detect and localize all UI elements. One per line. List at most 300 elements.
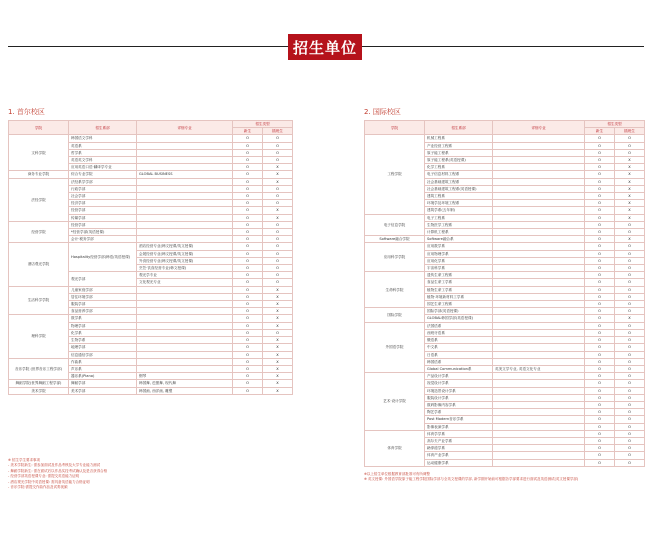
cell-major	[137, 236, 233, 243]
cell-transfer: O	[615, 272, 645, 279]
table-row	[365, 243, 645, 250]
cell-dept: 数码影像内容学系	[425, 401, 493, 408]
cell-major	[493, 265, 585, 272]
cell-bachelor: O	[233, 387, 263, 394]
cell-bachelor: O	[233, 243, 263, 250]
cell-dept: 经营学部	[69, 221, 137, 228]
cell-transfer: O	[615, 293, 645, 300]
cell-transfer: O	[263, 135, 293, 142]
cell-major: 韩国画, 西洋画, 雕塑	[137, 387, 233, 394]
cell-college: 生命科学院	[365, 272, 425, 308]
cell-major	[493, 358, 585, 365]
cell-dept: 环境造景设计学系	[425, 387, 493, 394]
table-row	[365, 308, 645, 315]
cell-bachelor: O	[585, 437, 615, 444]
table-row	[9, 380, 293, 387]
cell-transfer: O	[263, 257, 293, 264]
cell-dept: 环境学及环境工程系	[425, 200, 493, 207]
cell-transfer: X	[263, 351, 293, 358]
cell-dept: 应用物理学系	[425, 250, 493, 257]
cell-major	[493, 373, 585, 380]
cell-bachelor: O	[233, 337, 263, 344]
cell-dept: 原子能工程系	[425, 149, 493, 156]
cell-dept: 综合专业学院	[69, 171, 137, 178]
cell-bachelor: O	[585, 401, 615, 408]
cell-dept: 产业经营工程系	[425, 142, 493, 149]
col-header-transfer: 插班生	[615, 128, 645, 135]
cell-dept: 生物学系	[69, 337, 137, 344]
cell-bachelor: O	[585, 387, 615, 394]
cell-major	[493, 221, 585, 228]
cell-bachelor: O	[585, 135, 615, 142]
cell-bachelor: O	[585, 380, 615, 387]
cell-transfer: O	[263, 279, 293, 286]
cell-transfer: O	[615, 221, 645, 228]
cell-transfer: X	[263, 293, 293, 300]
cell-major	[137, 157, 233, 164]
table-row	[365, 214, 645, 221]
cell-transfer: X	[615, 200, 645, 207]
cell-bachelor: O	[233, 207, 263, 214]
cell-dept: 俄语系	[425, 337, 493, 344]
cell-major	[493, 315, 585, 322]
cell-transfer: X	[615, 185, 645, 192]
cell-transfer: O	[615, 401, 645, 408]
cell-transfer: O	[615, 430, 645, 437]
cell-bachelor: O	[585, 365, 615, 372]
note-line: - 舞蹈学院新生: 需在面试后以作品实技考试确认及是否获得合格	[8, 468, 108, 473]
cell-transfer: X	[263, 308, 293, 315]
cell-transfer: X	[615, 214, 645, 221]
cell-dept: Post Modern音乐学系	[425, 416, 493, 423]
cell-college: 舞蹈学院(世界舞蹈工程学部)	[9, 380, 69, 387]
cell-dept: 应用英语口语·翻译学专业	[69, 164, 137, 171]
cell-transfer: X	[615, 157, 645, 164]
cell-transfer: O	[263, 243, 293, 250]
cell-bachelor: O	[585, 308, 615, 315]
table-row	[9, 135, 293, 142]
cell-dept: 陶艺学系	[425, 409, 493, 416]
cell-major	[137, 337, 233, 344]
col-header-bachelor: 新生	[585, 128, 615, 135]
cell-dept: 法国语系	[425, 322, 493, 329]
cell-bachelor: O	[585, 250, 615, 257]
cell-transfer: O	[615, 308, 645, 315]
cell-bachelor: O	[585, 171, 615, 178]
cell-major	[493, 279, 585, 286]
cell-major	[493, 149, 585, 156]
cell-transfer: X	[263, 365, 293, 372]
cell-bachelor: O	[585, 409, 615, 416]
cell-bachelor: O	[585, 459, 615, 466]
cell-bachelor: O	[585, 185, 615, 192]
cell-bachelor: O	[233, 265, 263, 272]
col-header-major: 详细专业	[493, 121, 585, 135]
cell-bachelor: O	[585, 344, 615, 351]
cell-transfer: X	[263, 214, 293, 221]
cell-bachelor: O	[585, 279, 615, 286]
cell-major	[493, 423, 585, 430]
note-line: ※以上招生单位根据教育部批准可有所调整	[364, 472, 430, 476]
cell-major	[493, 142, 585, 149]
cell-bachelor: O	[585, 257, 615, 264]
cell-major	[137, 200, 233, 207]
cell-dept: 电子工程系	[425, 214, 493, 221]
cell-dept: 电子信息材料工程系	[425, 171, 493, 178]
cell-bachelor: O	[233, 221, 263, 228]
cell-transfer: O	[615, 337, 645, 344]
note-line: - 经营学部英语授课专业: 需提交英语能力证明	[8, 474, 80, 479]
cell-bachelor: O	[585, 423, 615, 430]
cell-transfer: O	[615, 257, 645, 264]
cell-major	[137, 135, 233, 142]
cell-transfer: X	[263, 315, 293, 322]
cell-major	[137, 351, 233, 358]
cell-transfer: X	[263, 358, 293, 365]
cell-major	[493, 171, 585, 178]
cell-transfer: O	[615, 423, 645, 430]
cell-bachelor: O	[585, 445, 615, 452]
cell-bachelor: O	[233, 315, 263, 322]
cell-major	[493, 445, 585, 452]
cell-major	[493, 214, 585, 221]
cell-bachelor: O	[233, 380, 263, 387]
cell-bachelor: O	[585, 265, 615, 272]
cell-bachelor: O	[233, 358, 263, 365]
cell-dept: 化学系	[69, 329, 137, 336]
cell-dept: 传媒学部	[69, 214, 137, 221]
cell-dept: 观光学部	[69, 272, 137, 286]
cell-major	[137, 221, 233, 228]
cell-major	[137, 178, 233, 185]
cell-major: 烹饪·饮食经营专业(韩文授课)	[137, 265, 233, 272]
cell-major	[493, 200, 585, 207]
cell-bachelor: O	[585, 416, 615, 423]
cell-dept: 行政学部	[69, 185, 137, 192]
cell-major	[137, 329, 233, 336]
cell-bachelor: O	[585, 200, 615, 207]
cell-bachelor: O	[233, 171, 263, 178]
table-row	[9, 315, 293, 322]
cell-dept: 食品生命工学系	[425, 279, 493, 286]
col-header-college: 学院	[9, 121, 69, 135]
cell-bachelor: O	[585, 452, 615, 459]
cell-dept: 原子能工程系(英语授课)	[425, 157, 493, 164]
cell-transfer: X	[615, 178, 645, 185]
cell-major	[493, 257, 585, 264]
cell-major	[137, 344, 233, 351]
cell-bachelor: O	[233, 185, 263, 192]
cell-transfer: O	[615, 373, 645, 380]
cell-transfer: X	[263, 171, 293, 178]
cell-bachelor: O	[233, 344, 263, 351]
cell-bachelor: O	[585, 322, 615, 329]
cell-major: 外食经营专业(韩文授课/英文授课)	[137, 257, 233, 264]
cell-transfer: O	[263, 221, 293, 228]
cell-dept: 体育产业学系	[425, 452, 493, 459]
cell-dept: 国际学部(英语授课)	[425, 308, 493, 315]
cell-dept: 美术学部	[69, 387, 137, 394]
cell-bachelor: O	[585, 373, 615, 380]
cell-transfer: X	[263, 387, 293, 394]
table-row	[365, 272, 645, 279]
cell-dept: 机械工程系	[425, 135, 493, 142]
cell-major	[493, 135, 585, 142]
cell-transfer: O	[615, 265, 645, 272]
cell-transfer: O	[615, 459, 645, 466]
cell-major	[137, 185, 233, 192]
cell-dept: Global Communication系	[425, 365, 493, 372]
cell-major	[493, 452, 585, 459]
cell-transfer: X	[263, 178, 293, 185]
cell-dept: 英语英文学科	[69, 157, 137, 164]
cell-bachelor: O	[585, 178, 615, 185]
cell-major	[493, 394, 585, 401]
cell-college: 法经学院	[9, 178, 69, 221]
cell-dept: 体育学学系	[425, 430, 493, 437]
cell-transfer: O	[615, 329, 645, 336]
cell-transfer: X	[615, 236, 645, 243]
col-header-major: 详细专业	[137, 121, 233, 135]
cell-major	[137, 142, 233, 149]
cell-bachelor: O	[233, 149, 263, 156]
cell-bachelor: O	[585, 394, 615, 401]
cell-transfer: O	[263, 149, 293, 156]
cell-transfer: O	[615, 149, 645, 156]
cell-dept: 遗传生命工程系	[425, 272, 493, 279]
cell-dept: 物理学部	[69, 322, 137, 329]
cell-major: 会展经营专业(韩文授课/英文授课)	[137, 250, 233, 257]
cell-transfer: X	[615, 193, 645, 200]
cell-transfer: X	[615, 315, 645, 322]
cell-dept: 西班牙语系	[425, 329, 493, 336]
cell-dept: Software融合系	[425, 236, 493, 243]
cell-bachelor: O	[233, 229, 263, 236]
cell-major	[137, 193, 233, 200]
cell-bachelor: O	[585, 272, 615, 279]
cell-major: GLOBAL BUSINESS	[137, 171, 233, 178]
cell-transfer: O	[615, 142, 645, 149]
cell-transfer: O	[615, 229, 645, 236]
cell-major	[493, 286, 585, 293]
cell-transfer: O	[615, 351, 645, 358]
cell-bachelor: O	[585, 430, 615, 437]
cell-dept: 作曲系	[69, 358, 137, 365]
cell-college: 经营学院	[9, 221, 69, 243]
cell-major: 酒店经营专业(韩文授课/英文授课)	[137, 243, 233, 250]
cell-major	[493, 380, 585, 387]
note-line: ※ 英文授课: 外国语学院原子能工程学院国际学部与全英文授课的学部, 新学期开始前可根据各学部要求进行面试及英语测试(英文授课学部)	[364, 477, 579, 482]
cell-college: 外国语学院	[365, 322, 425, 372]
cell-dept: 植物生命工学系	[425, 286, 493, 293]
cell-major	[493, 308, 585, 315]
col-header-bachelor: 新生	[233, 128, 263, 135]
cell-major: 文化观光专业	[137, 279, 233, 286]
cell-transfer: O	[263, 272, 293, 279]
cell-dept: Hospitality经营学部(韩语/英语授课)	[69, 243, 137, 272]
cell-college: 生活科学学院	[9, 286, 69, 315]
cell-transfer: O	[263, 236, 293, 243]
cell-dept: 服装学部	[69, 301, 137, 308]
cell-transfer: O	[263, 229, 293, 236]
cell-transfer: O	[263, 193, 293, 200]
cell-bachelor: O	[233, 164, 263, 171]
cell-major	[493, 250, 585, 257]
cell-major	[493, 409, 585, 416]
cell-dept: 儿童家庭学部	[69, 286, 137, 293]
cell-major	[137, 207, 233, 214]
cell-bachelor: O	[233, 286, 263, 293]
table-row	[9, 178, 293, 185]
campus1-table	[8, 120, 293, 395]
cell-major	[493, 351, 585, 358]
cell-major	[493, 387, 585, 394]
cell-college: 商务专业学院	[9, 171, 69, 178]
cell-bachelor: O	[233, 178, 263, 185]
cell-major	[493, 293, 585, 300]
cell-bachelor: O	[585, 236, 615, 243]
cell-transfer: O	[263, 142, 293, 149]
cell-bachelor: O	[233, 272, 263, 279]
cell-major	[493, 437, 585, 444]
cell-dept: 舞蹈学部	[69, 380, 137, 387]
cell-bachelor: O	[585, 207, 615, 214]
cell-bachelor: O	[233, 142, 263, 149]
cell-dept: 社会基础建筑工程系	[425, 178, 493, 185]
cell-transfer: X	[615, 207, 645, 214]
note-line: - 美术学院新生: 需参加面试及作品考核及大学专业能力测试	[8, 463, 101, 468]
cell-college: 国际学院	[365, 308, 425, 322]
cell-major	[137, 149, 233, 156]
table-row	[365, 430, 645, 437]
cell-major	[493, 236, 585, 243]
cell-major	[493, 272, 585, 279]
cell-bachelor: O	[233, 293, 263, 300]
table-row	[9, 387, 293, 394]
cell-major	[493, 185, 585, 192]
col-header-dept: 招生系部	[69, 121, 137, 135]
cell-major	[137, 358, 233, 365]
cell-transfer: O	[263, 157, 293, 164]
cell-bachelor: O	[585, 214, 615, 221]
cell-bachelor: O	[233, 250, 263, 257]
cell-dept: 日语系	[425, 351, 493, 358]
campus2-table	[364, 120, 645, 467]
cell-major	[137, 365, 233, 372]
cell-transfer: O	[615, 250, 645, 257]
cell-dept: 服装设计学系	[425, 394, 493, 401]
cell-bachelor: O	[233, 135, 263, 142]
cell-transfer: O	[615, 437, 645, 444]
cell-dept: 视觉设计学系	[425, 380, 493, 387]
cell-dept: 韩国语系	[425, 358, 493, 365]
cell-bachelor: O	[585, 293, 615, 300]
cell-major	[137, 229, 233, 236]
cell-bachelor: O	[585, 337, 615, 344]
cell-bachelor: O	[233, 279, 263, 286]
cell-dept: 园艺生命工程系	[425, 301, 493, 308]
cell-bachelor: O	[585, 142, 615, 149]
note-line: - 酒店观光学院中英语授课: 需具备英语能力合格证明	[8, 479, 90, 484]
cell-transfer: X	[615, 171, 645, 178]
cell-major	[493, 401, 585, 408]
cell-bachelor: O	[233, 308, 263, 315]
cell-transfer: X	[615, 164, 645, 171]
cell-bachelor: O	[585, 315, 615, 322]
cell-dept: 中文系	[425, 344, 493, 351]
cell-dept: 声乐系	[69, 365, 137, 372]
table-row	[365, 135, 645, 142]
page-title: 招生单位	[288, 34, 362, 60]
note-line: - 音乐学院:需提交作曲作品及试奏视频	[8, 485, 68, 490]
cell-dept: 哲学系	[69, 149, 137, 156]
cell-college: 文科学院	[9, 135, 69, 171]
cell-dept: 宇宙科学系	[425, 265, 493, 272]
cell-dept: 信息通信学部	[69, 351, 137, 358]
cell-major	[493, 164, 585, 171]
cell-college: 美术学院	[9, 387, 69, 394]
cell-major	[493, 337, 585, 344]
cell-dept: 居住环境学部	[69, 293, 137, 300]
cell-major	[493, 243, 585, 250]
cell-transfer: O	[615, 409, 645, 416]
cell-major: 观光学专业	[137, 272, 233, 279]
table-row	[365, 236, 645, 243]
col-header-type: 招生类型	[585, 121, 645, 128]
cell-dept: 生物医学工程系	[425, 221, 493, 228]
cell-major	[137, 308, 233, 315]
cell-bachelor: O	[585, 164, 615, 171]
cell-bachelor: O	[233, 157, 263, 164]
cell-dept: 建筑学系(五年制)	[425, 207, 493, 214]
cell-major	[493, 416, 585, 423]
cell-transfer: O	[263, 200, 293, 207]
campus2-notes	[364, 472, 644, 483]
cell-dept: 化学工程系	[425, 164, 493, 171]
cell-transfer: O	[615, 135, 645, 142]
cell-major: 钢琴	[137, 373, 233, 380]
cell-bachelor: O	[233, 351, 263, 358]
cell-transfer: O	[615, 358, 645, 365]
note-line: ※ 招生学生要求事项	[8, 458, 41, 462]
cell-bachelor: O	[233, 257, 263, 264]
cell-bachelor: O	[233, 193, 263, 200]
cell-dept: *经营学部(英语授课)	[69, 229, 137, 236]
cell-dept: 英语系	[69, 142, 137, 149]
cell-transfer: X	[263, 344, 293, 351]
cell-transfer: X	[263, 337, 293, 344]
campus1-notes	[8, 458, 107, 490]
col-header-college: 学院	[365, 121, 425, 135]
cell-transfer: O	[263, 329, 293, 336]
cell-bachelor: O	[585, 329, 615, 336]
cell-transfer: O	[615, 416, 645, 423]
cell-major	[493, 329, 585, 336]
cell-bachelor: O	[233, 214, 263, 221]
cell-major	[493, 459, 585, 466]
col-header-transfer: 插班生	[263, 128, 293, 135]
cell-transfer: O	[263, 185, 293, 192]
cell-college: 电子信息学院	[365, 214, 425, 236]
cell-dept: 影像表演学系	[425, 423, 493, 430]
cell-transfer: O	[615, 445, 645, 452]
cell-major	[137, 164, 233, 171]
cell-college: Software融合学院	[365, 236, 425, 243]
cell-major	[493, 430, 585, 437]
cell-major	[137, 286, 233, 293]
cell-transfer: X	[263, 301, 293, 308]
cell-major	[137, 315, 233, 322]
